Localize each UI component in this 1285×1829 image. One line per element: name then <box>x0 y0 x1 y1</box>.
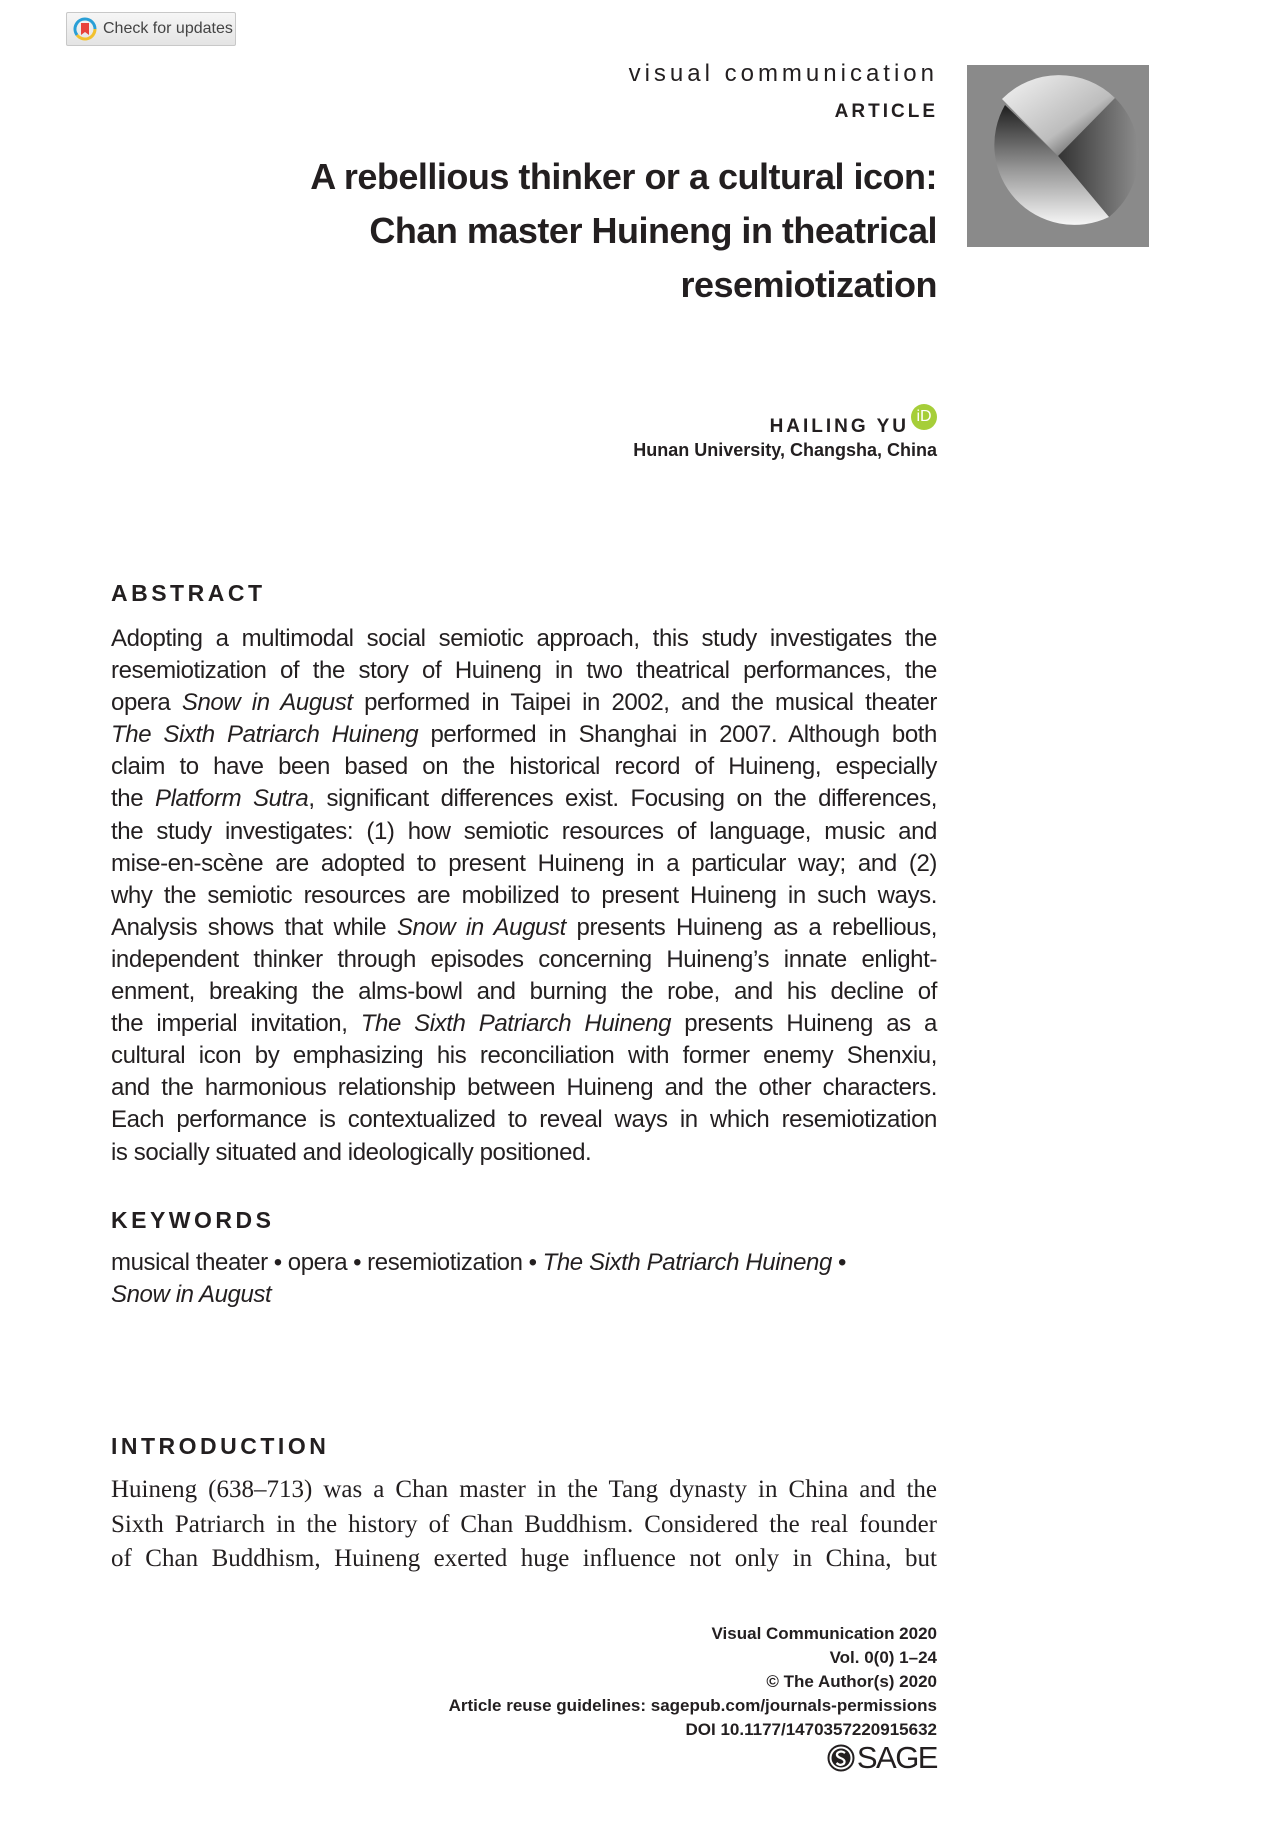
keyword-separator: • <box>837 1249 846 1276</box>
abstract-title-reference: The Sixth Patriarch Huineng <box>111 721 419 749</box>
intro-line: Huineng (638–713) was a Chan master in the Tang dynasty in China and the <box>111 1476 937 1503</box>
title-line: A rebellious thinker or a cultural icon: <box>310 156 937 197</box>
abstract-title-reference: The Sixth Patriarch Huineng <box>360 1010 672 1038</box>
introduction-heading: INTRODUCTION <box>111 1433 330 1459</box>
abstract-line <box>111 976 937 1008</box>
abstract-text-segment: resemiotization of the story of Huineng in two theatrical performances, the <box>111 657 937 685</box>
abstract-line <box>111 912 937 944</box>
abstract-text-segment: performed in Taipei in 2002, and the musical theater <box>352 689 937 717</box>
citation-block <box>449 1622 937 1742</box>
abstract-text-segment: Analysis shows that while <box>111 913 397 941</box>
intro-line: of Chan Buddhism, Huineng exerted huge influence not only in China, but <box>111 1545 937 1572</box>
abstract-text-segment: is socially situated and ideologically positioned. <box>111 1138 592 1166</box>
abstract-text-segment: presents Huineng as a rebellious, <box>565 913 937 941</box>
abstract-text-segment: presents Huineng as a <box>671 1010 937 1038</box>
abstract-line <box>111 1008 937 1040</box>
abstract-text-segment: the study investigates: (1) how semiotic resources of language, music and <box>111 817 937 845</box>
keyword: opera <box>287 1249 348 1276</box>
intro-line: Sixth Patriarch in the history of Chan Buddhism. Considered the real founder <box>111 1510 937 1538</box>
keyword: musical theater <box>111 1249 268 1276</box>
cover-abstract-circle-icon <box>967 65 1149 247</box>
abstract-text-segment: mise-en-scène are adopted to present Huineng in a particular way; and (2) <box>111 849 937 877</box>
reuse-guidelines-link[interactable]: Article reuse guidelines: sagepub.com/journals-permissions <box>448 1696 937 1715</box>
sage-logo <box>827 1740 937 1776</box>
keywords-heading: KEYWORDS <box>111 1207 275 1233</box>
abstract-line <box>111 1072 937 1104</box>
abstract-line <box>111 783 937 815</box>
abstract-line <box>111 1137 937 1169</box>
doi-link[interactable]: DOI 10.1177/1470357220915632 <box>685 1720 937 1739</box>
abstract-text-segment: and the harmonious relationship between Huineng and the other characters. <box>111 1074 937 1102</box>
abstract-text-segment: the imperial invitation, <box>111 1010 361 1038</box>
abstract-text-segment: performed in Shanghai in 2007. Although both <box>418 721 937 749</box>
abstract-line <box>111 1040 937 1072</box>
abstract-text-segment: claim to have been based on the historical record of Huineng, especially <box>111 753 937 781</box>
abstract-line <box>111 719 937 751</box>
abstract-text-segment: cultural icon by emphasizing his reconciliation with former enemy Shenxiu, <box>111 1042 937 1070</box>
title-line: resemiotization <box>680 264 937 305</box>
abstract-title-reference: Snow in August <box>396 913 566 941</box>
publisher-name: SAGE <box>856 1740 937 1775</box>
journal-year: Visual Communication 2020 <box>711 1624 937 1643</box>
keywords-list <box>111 1247 937 1311</box>
abstract-title-reference: Snow in August <box>181 689 353 717</box>
author-name: HAILING YU <box>769 416 909 437</box>
abstract-line <box>111 687 937 719</box>
abstract-line <box>111 944 937 976</box>
abstract-line <box>111 880 937 912</box>
abstract-text <box>111 623 937 1169</box>
keyword: The Sixth Patriarch Huineng <box>542 1249 832 1276</box>
introduction-text <box>111 1473 937 1577</box>
author-affiliation: Hunan University, Changsha, China <box>633 440 937 460</box>
journal-cover-image <box>967 65 1149 247</box>
abstract-text-segment: Adopting a multimodal social semiotic approach, this study investigates the <box>111 625 937 652</box>
abstract-line <box>111 848 937 880</box>
sage-s-icon <box>827 1744 855 1772</box>
journal-name: visual communication <box>628 60 938 87</box>
abstract-text-segment: enment, breaking the alms-bowl and burning the robe, and his decline of <box>111 978 937 1006</box>
keyword-separator: • <box>528 1249 537 1276</box>
abstract-text-segment: the <box>111 785 155 813</box>
bookmark-refresh-icon <box>73 17 97 41</box>
keyword-separator: • <box>353 1249 362 1276</box>
abstract-text-segment: why the semiotic resources are mobilized to present Huineng in such ways. <box>111 881 937 909</box>
abstract-text-segment: opera <box>111 689 182 717</box>
article-title <box>157 150 937 312</box>
article-type: ARTICLE <box>834 101 938 122</box>
abstract-line <box>111 751 937 783</box>
copyright: © The Author(s) 2020 <box>766 1672 937 1691</box>
title-line: Chan master Huineng in theatrical <box>369 210 937 251</box>
abstract-text-segment: independent thinker through episodes concerning Huineng’s innate enlight- <box>111 945 937 973</box>
abstract-line <box>111 623 937 655</box>
orcid-icon[interactable]: iD <box>911 404 937 430</box>
abstract-heading: ABSTRACT <box>111 580 266 606</box>
author-row <box>770 404 937 438</box>
check-for-updates-label: Check for updates <box>103 20 233 37</box>
abstract-line <box>111 655 937 687</box>
abstract-line <box>111 816 937 848</box>
check-for-updates-button[interactable] <box>66 12 236 46</box>
abstract-text-segment: Each performance is contextualized to reveal ways in which resemiotization <box>111 1106 937 1134</box>
abstract-line <box>111 1104 937 1136</box>
keyword-separator: • <box>273 1249 282 1276</box>
keyword: resemiotization <box>367 1249 523 1276</box>
abstract-title-reference: Platform Sutra <box>155 785 309 813</box>
abstract-text-segment: , significant differences exist. Focusing on the differences, <box>308 785 937 813</box>
volume-pages: Vol. 0(0) 1–24 <box>829 1648 937 1667</box>
keyword: Snow in August <box>111 1281 272 1308</box>
